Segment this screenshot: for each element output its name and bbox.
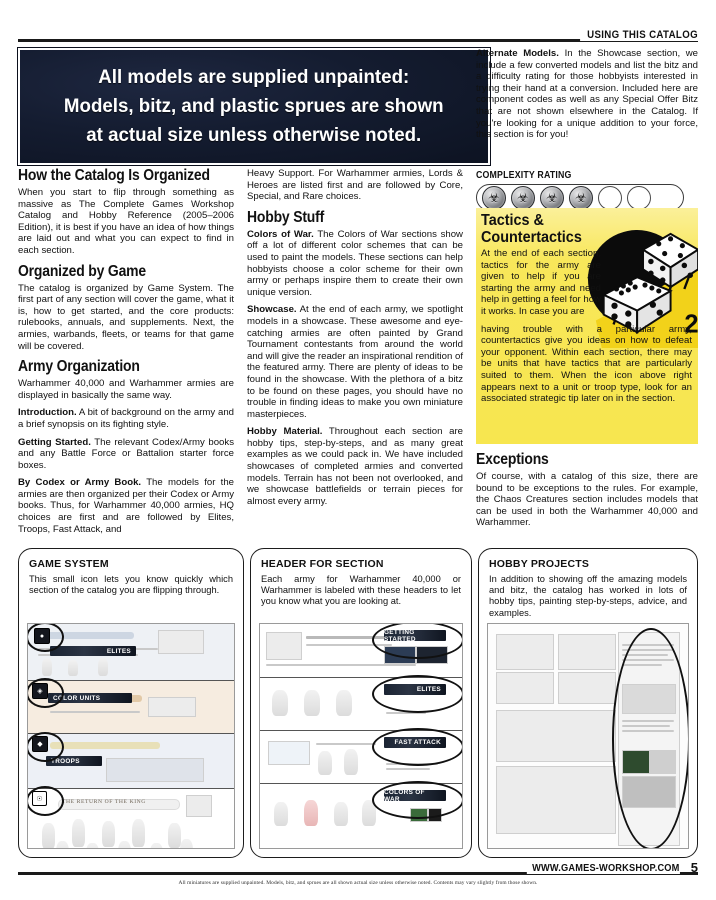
text-hobby-material: Throughout each section are hobby tips, step-by-steps, and as many great examples as we could pack in. We have included showcases of completed armies and converted models. Terrain has not been not overlooked, and we showcase battlefields or terrain pieces for almost every army. (247, 426, 463, 507)
thumb-figure (304, 690, 320, 716)
panel-title-game-system: GAME SYSTEM (29, 558, 109, 570)
paragraph-alternate-models (476, 48, 698, 141)
complexity-rating-block (476, 170, 698, 211)
heading-exceptions: Exceptions (476, 451, 549, 468)
heading-army-organization: Army Organization (18, 358, 140, 376)
panel-title-header-for-section: HEADER FOR SECTION (261, 558, 384, 570)
banner-line-3: at actual size unless otherwise noted. (86, 124, 422, 146)
diagram-box (558, 672, 616, 704)
paragraph-exceptions: Of course, with a catalog of this size, there are bound to be exceptions to the rules. For example, the Chaos Creatures section includes models that can be used in both the Warhammer 40,000 and Warhammer. (476, 471, 698, 529)
thumb-figure (98, 658, 108, 676)
thumb-figure (132, 819, 145, 847)
heading-hobby-stuff: Hobby Stuff (247, 208, 325, 226)
panel-header-for-section (250, 548, 472, 858)
page-number: 5 (690, 860, 698, 875)
left-text-column (18, 168, 234, 535)
right-text-column (476, 48, 698, 141)
svg-text:2: 2 (684, 310, 699, 339)
text-by-codex: The models for the armies are then organized per their Codex or Army books. Thus, for Warhammer 40,000 armies, HQ choices are first and are followed by Elites, Troops, Fast Attack, and (18, 477, 234, 535)
complexity-pip-filled-1 (482, 186, 506, 210)
thumb-figure (150, 843, 163, 849)
thumb-figure (180, 839, 193, 849)
thumb-figure (42, 823, 55, 849)
bottom-panels (18, 548, 698, 858)
lead-in-showcase: Showcase. (247, 304, 297, 316)
diagram-box (496, 672, 554, 704)
lead-in-alternate-models: Alternate Models. (476, 48, 559, 59)
running-head (18, 26, 698, 46)
complexity-pip-filled-3 (540, 186, 564, 210)
diagram-box (496, 634, 554, 670)
callout-oval-2 (27, 678, 64, 708)
paragraph-colors-of-war (247, 229, 463, 299)
banner-line-1: All models are supplied unpainted: (98, 66, 410, 88)
thumb-image-box (186, 795, 212, 817)
complexity-rating-title: COMPLEXITY RATING (476, 170, 572, 181)
section-header-fast-attack: FAST ATTACK (384, 737, 446, 748)
text-introduction: A bit of background on the army and a brief synopsis on its fighting style. (18, 407, 234, 430)
tactics-and-countertactics-box (476, 208, 698, 444)
running-head-label: USING THIS CATALOG (580, 29, 698, 41)
thumb-section-header: COLOR UNITS (48, 693, 132, 703)
thumb-figure (304, 800, 318, 826)
thumb-image-box (268, 741, 310, 765)
complexity-pip-filled-2 (511, 186, 535, 210)
complexity-pip-filled-4 (569, 186, 593, 210)
lead-in-colors-of-war: Colors of War. (247, 228, 314, 240)
thumb-figure (86, 843, 99, 849)
banner-line-2: Models, bitz, and plastic sprues are shown (64, 95, 444, 117)
heading-how-the-catalog-is-organized: How the Catalog Is Organized (18, 167, 210, 184)
thumb-figure (334, 802, 348, 826)
thumb-section-header: TROOPS (46, 756, 102, 766)
thumb-figure (344, 749, 358, 775)
footer-url: WWW.GAMES-WORKSHOP.COM (527, 862, 680, 874)
complexity-rating-bar (476, 184, 684, 211)
paragraph-showcase (247, 304, 463, 420)
thumb-header-bar (50, 742, 160, 749)
thumb-figure (56, 841, 69, 849)
paragraph-getting-started (18, 437, 234, 472)
panel-text-game-system: This small icon lets you know quickly which section of the catalog you are flipping through. (29, 574, 233, 596)
screenshot-hobby-projects (487, 623, 689, 849)
exceptions-block (476, 452, 698, 529)
skull-icon: ☣ (546, 189, 558, 205)
paragraph-introduction (18, 407, 234, 430)
text-showcase: At the end of each army, we spotlight models in a showcase. These awesome and eye-catching armies are often painted by Grand Tournament contestants from around the world and will give the reader an inspirational rendition of the featured army. There are plenty of ideas to be found in the showcase. With the plethora of a bitz to be found on these pages, you should have no trouble in finding ideas to make you own miniature masterpieces. (247, 304, 463, 420)
section-header-elites: ELITES (384, 684, 446, 695)
paragraph-tactics-full: having trouble with a particular army, countertactics give you ideas on how to defeat your opponent. Within each section, there may be units that have tactics that are particularly suited to them. When the icon above right appears next to a unit or troop type, look for an associated strategic tip later on in the section. (481, 323, 692, 405)
paragraph-heavy-support-continued: Heavy Support. For Warhammer armies, Lords & Heroes are listed first and are followed by Core, Special, and Rare choices. (247, 168, 463, 203)
complexity-pip-empty-6 (627, 186, 651, 210)
thumb-figure (72, 819, 85, 847)
thumb-figure (336, 690, 352, 716)
thumb-image-box (106, 758, 204, 782)
callout-oval-hobby-article (612, 628, 689, 849)
thumb-text-line (50, 711, 140, 713)
thumb-section-header: THE RETURN OF THE KING (62, 799, 146, 805)
heading-organized-by-game: Organized by Game (18, 262, 146, 280)
text-getting-started: The relevant Codex/Army books and any Battle Force or Battalion starter force boxes. (18, 436, 234, 471)
thumb-figure (102, 821, 115, 847)
thumb-text-line (316, 743, 376, 745)
callout-oval-elites (372, 675, 463, 713)
screenshot-header-for-section (259, 623, 463, 849)
thumb-image-box (148, 697, 196, 717)
game-system-icon: ◈ (32, 683, 48, 699)
callout-oval-3 (27, 732, 64, 762)
thumb-figure (272, 690, 288, 716)
section-header-getting-started: GETTING STARTED (384, 630, 446, 641)
paragraph-by-codex-or-army-book (18, 477, 234, 535)
skull-icon: ☣ (488, 189, 500, 205)
panel-hobby-projects (478, 548, 698, 858)
paragraph-hobby-material (247, 426, 463, 507)
text-colors-of-war: The Colors of War sections show off a lot of different color schemes that can be used to paint the models. These sections can help hobbyists choose a color scheme for their own army or perhaps inspire them to create their own unique version. (247, 228, 463, 298)
thumb-figure (168, 823, 181, 848)
panel-title-hobby-projects: HOBBY PROJECTS (489, 558, 590, 570)
paragraph-tactics-narrow: At the end of each section, tactics for the army are given to help if you are starting the army and need help in getting a feel for how it works. In case you are (481, 248, 602, 317)
thumb-figure (42, 658, 52, 676)
section-header-colors-of-war: COLORS OF WAR (384, 790, 446, 801)
skull-icon: ☣ (517, 189, 529, 205)
heading-tactics-line-2: Countertactics (481, 229, 582, 246)
unpainted-models-banner (18, 48, 490, 165)
panel-text-hobby-projects: In addition to showing off the amazing models and bitz, the catalog has worked in lots of hobby tips, painting step-by-steps, advice, and examples. (489, 574, 687, 618)
lead-in-by-codex: By Codex or Army Book. (18, 477, 142, 489)
callout-oval-getting-started (372, 623, 463, 659)
paragraph-organized-by-game: The catalog is organized by Game System. The first part of any section will cover the game, what it is, how to get started, and the core products: rulebooks, annuals, and supplements. Next, the armies, warbands, fleets, or teams for that game will be covered. (18, 282, 234, 352)
thumb-image-box (158, 630, 204, 654)
thumb-section-header: ELITES (50, 646, 136, 656)
lead-in-hobby-material: Hobby Material. (247, 426, 323, 438)
callout-oval-4 (27, 786, 64, 816)
lead-in-introduction: Introduction. (18, 407, 77, 419)
diagram-box (558, 634, 616, 670)
thumb-figure (118, 841, 131, 849)
thumb-figure (318, 751, 332, 775)
complexity-pip-empty-5 (598, 186, 622, 210)
game-system-icon: ◆ (32, 736, 48, 752)
callout-oval-fast-attack (372, 728, 463, 766)
text-alternate-models: In the Showcase section, we include a few converted models and list the bitz and a difficulty rating for those hobbyists interested in trying their hand at a conversion. Included here are component codes as well as any Special Offer Bitz that are not shown elsewhere in the Catalog. If you're looking for a unique addition to your force, this section is for you! (476, 48, 698, 141)
thumb-text-line (386, 768, 430, 770)
game-system-icon: ● (34, 628, 50, 644)
thumb-figure (274, 802, 288, 826)
thumb-text-line (266, 664, 416, 666)
footer-fine-print: All miniatures are supplied unpainted. Models, bitz, and sprues are all shown actual size unless otherwise noted. Contents may vary slightly from those shown. (178, 880, 538, 886)
diagram-box (496, 766, 616, 834)
skull-icon: ☣ (575, 189, 587, 205)
panel-text-header-for-section: Each army for Warhammer 40,000 or Warhammer is labeled with these headers to let you know what you are looking at. (261, 574, 461, 607)
panel-game-system (18, 548, 244, 858)
callout-oval-colors-of-war (372, 781, 463, 819)
paragraph-army-organization: Warhammer 40,000 and Warhammer armies are displayed in basically the same way. (18, 378, 234, 401)
thumb-image-box (266, 632, 302, 660)
game-system-icon: ☉ (32, 791, 47, 806)
diagram-box (496, 710, 616, 762)
middle-text-column (247, 168, 463, 507)
lead-in-getting-started: Getting Started. (18, 436, 91, 448)
heading-tactics-line-1: Tactics & (481, 212, 544, 229)
paragraph-how-organized: When you start to flip through something as massive as The Complete Games Workshop Catalog and Hobby Reference (2005–2006 Edition), it is best if you have an idea of how things are laid out and what you can expect to find in each section. (18, 187, 234, 256)
thumb-figure (68, 660, 78, 676)
screenshot-game-system (27, 623, 235, 849)
